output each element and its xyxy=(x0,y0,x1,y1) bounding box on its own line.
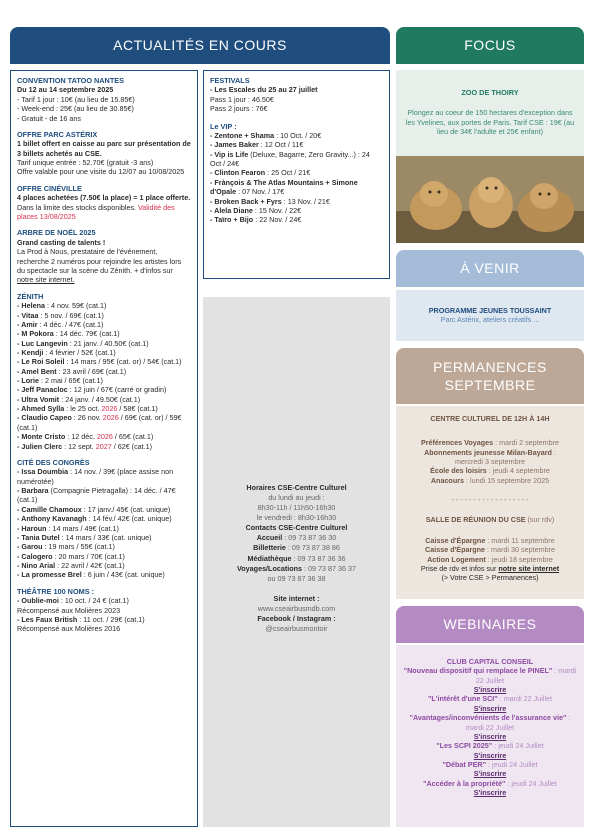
site-title: Site internet : xyxy=(273,593,320,603)
webinar-item: "Nouveau dispositif qui remplace le PINEL" : mardi 22 Juillet xyxy=(403,666,577,685)
contact-billetterie: Billetterie : 09 73 87 38 86 xyxy=(253,543,340,553)
focus-text: Plongez au coeur de 150 hectares d'exception dans les Yvelines, aux portes de Paris. Tarif CSE : 19€ (au lieu de 34€ l'adulte et 25€ enfant) xyxy=(405,108,575,137)
theatre-item: - Les Faux British : 11 oct. / 29€ (cat.1) xyxy=(17,614,145,624)
venir-text: Parc Astérix, ateliers créatifs ... xyxy=(440,315,540,325)
zenith-item: - Helena : 4 nov. 59€ (cat.1) xyxy=(17,301,107,311)
header-permanences xyxy=(396,348,584,404)
escales-pass: Pass 2 jours : 76€ xyxy=(210,104,268,114)
vip-item: - Taïro + Bijo : 22 Nov. / 24€ xyxy=(210,215,302,225)
festivals-title: FESTIVALS xyxy=(210,76,250,85)
webinaires-panel xyxy=(396,645,584,827)
congres-item: - Anthony Kavanagh : 14 fév./ 42€ (cat. unique) xyxy=(17,514,172,524)
horaires-line: du lundi au jeudi : xyxy=(268,493,325,503)
asterix-line: Offre valable pour une visite du 12/07 au 10/08/2025 xyxy=(17,167,185,177)
theatre-title: THÉÂTRE 100 NOMS : xyxy=(17,586,95,596)
tatoo-title: CONVENTION TATOO NANTES xyxy=(17,76,125,85)
congres-item: - Issa Doumbia : 14 nov. / 39€ (place assise non numérotée) xyxy=(17,467,174,486)
cineville-title: OFFRE CINÉVILLE xyxy=(17,183,82,193)
header-a-venir xyxy=(396,250,584,287)
vip-item: - Vip is Life (Deluxe, Bagarre, Zero Gravity...) : 24 Oct / 24€ xyxy=(210,149,370,169)
congres-title: CITÉ DES CONGRÈS xyxy=(17,457,90,467)
header-permanences-month: SEPTEMBRE xyxy=(444,377,536,393)
zenith-title: ZÉNITH xyxy=(17,291,44,301)
zenith-item: - Le Roi Soleil : 14 mars / 95€ (cat. or) / 54€ (cat.1) xyxy=(17,357,182,367)
tatoo-line: - Week-end : 25€ (au lieu de 30.85€) xyxy=(17,104,134,114)
asterix-offer: 1 billet offert en caisse au parc sur présentation de 3 billets achetés au CSE. xyxy=(17,139,191,158)
header-a-venir-label: À VENIR xyxy=(460,260,520,277)
salle-title: SALLE DE RÉUNION DU CSE (sur rdv) xyxy=(425,514,555,524)
perm-row: Préférences Voyages : mardi 2 septembre xyxy=(420,438,560,448)
perm-row: Abonnements jeunesse Milan-Bayard : xyxy=(424,447,556,457)
lions-illustration xyxy=(396,156,584,243)
webinar-register-link[interactable]: S'inscrire xyxy=(473,769,507,779)
contacts-panel xyxy=(203,297,390,827)
perm-row: École des loisirs : jeudi 4 septembre xyxy=(430,466,550,476)
congres-item: - Haroun : 14 mars / 49€ (cat.1) xyxy=(17,523,119,533)
webinar-register-link[interactable]: S'inscrire xyxy=(473,685,507,695)
header-webinaires-label: WEBINAIRES xyxy=(443,616,537,633)
webinar-register-link[interactable]: S'inscrire xyxy=(473,788,507,798)
vip-item: - Frànçois & The Atlas Mountains + Simone d'Opale : 07 Nov. / 17€ xyxy=(210,177,358,197)
header-actualites-label: ACTUALITÉS EN COURS xyxy=(113,37,287,54)
zenith-item: - Lorie : 2 mai / 65€ (cat.1) xyxy=(17,376,103,386)
permanences-panel xyxy=(396,406,584,599)
cineville-text: 4 places achetées (7.50€ la place) = 1 place offerte. Dans la limite des stocks disponibles. Validité des places 13/08/2025 xyxy=(17,193,191,222)
congres-item: - La promesse Brel : 6 juin / 43€ (cat. unique) xyxy=(17,570,165,580)
webinar-register-link[interactable]: S'inscrire xyxy=(473,731,507,741)
vip-title: Le VIP : xyxy=(210,121,237,131)
zenith-item: - Julien Clerc : 12 sept. 2027 / 62€ (cat.1) xyxy=(17,441,153,451)
zenith-item: - Ultra Vomit : 24 janv. / 49.50€ (cat.1) xyxy=(17,394,141,404)
header-actualites xyxy=(10,27,390,64)
lions-photo xyxy=(396,156,584,243)
zenith-item: - Jeff Panacloc : 12 juin / 67€ (carré or gradin) xyxy=(17,385,167,395)
noel-text: La Prod à Nous, prestataire de l'événement, recherche 2 numéros pour rejoindre les artistes lors du spectacle sur la scène du Zénith. + d'infos sur notre site internet. xyxy=(17,247,182,285)
congres-item: - Calogero : 20 mars / 70€ (cat.1) xyxy=(17,551,125,561)
vip-list xyxy=(210,131,383,225)
zenith-item: - Amir : 4 déc. / 47€ (cat.1) xyxy=(17,319,104,329)
horaires-line: le vendredi : 8h30-16h30 xyxy=(256,513,337,523)
contact-voyages: Voyages/Locations : 09 73 87 36 37 xyxy=(237,563,356,573)
zenith-item: - Monte Cristo : 12 déc. 2026 / 65€ (cat.1) xyxy=(17,432,154,442)
congres-item: - Barbara (Compagnie Pietragalla) : 14 déc. / 47€ (cat.1) xyxy=(17,486,176,505)
rdv-site-link[interactable]: notre site internet xyxy=(498,563,560,573)
header-permanences-label: PERMANENCES xyxy=(433,358,547,375)
noel-site-link[interactable]: notre site internet. xyxy=(17,275,75,285)
separator: - - - - - - - - - - - - - - - - - - xyxy=(451,495,529,505)
zenith-item: - Claudio Capeo : 26 nov. 2026 / 69€ (cat. or) / 59€ (cat.1) xyxy=(17,413,182,432)
salle-row: Caisse d'Épargne : mardi 11 septembre xyxy=(425,535,555,545)
header-focus xyxy=(396,27,584,64)
contact-voyages-alt: ou 09 73 87 36 38 xyxy=(267,573,326,583)
perm-row-date: mercredi 3 septembre xyxy=(455,457,525,467)
asterix-title: OFFRE PARC ASTÉRIX xyxy=(17,129,98,139)
perm-row: Anacours : lundi 15 septembre 2025 xyxy=(430,475,550,485)
noel-headline: Grand casting de talents ! xyxy=(17,237,106,247)
contact-mediatheque: Médiathèque : 09 73 87 36 36 xyxy=(247,553,346,563)
zenith-item: - M Pokora : 14 déc. 79€ (cat.1) xyxy=(17,329,120,339)
tatoo-line: - Tarif 1 jour : 10€ (au lieu de 15.85€) xyxy=(17,94,135,104)
a-venir-panel xyxy=(396,290,584,341)
social-handle[interactable]: @cseairbusmontoir xyxy=(265,624,328,634)
vip-item: - Clinton Fearon : 25 Oct / 21€ xyxy=(210,168,311,178)
webinar-item: "Les SCPI 2025" : jeudi 24 Juillet xyxy=(436,741,544,751)
site-link[interactable]: www.cseairbusmdb.com xyxy=(257,603,336,613)
webinar-register-link[interactable]: S'inscrire xyxy=(473,703,507,713)
asterix-line: Tarif unique entrée : 52.70€ (gratuit -3 ans) xyxy=(17,158,154,168)
venir-title: PROGRAMME JEUNES TOUSSAINT xyxy=(428,306,552,315)
zenith-item: - Amel Bent : 23 avril / 69€ (cat.1) xyxy=(17,366,127,376)
focus-title: ZOO DE THOIRY xyxy=(461,88,519,97)
club-title: CLUB CAPITAL CONSEIL xyxy=(446,657,534,666)
rdv-text: Prise de rdv et infos sur notre site internet xyxy=(420,563,560,573)
tatoo-dates: Du 12 au 14 septembre 2025 xyxy=(17,85,114,95)
zenith-item: - Kendji : 4 février / 52€ (cat.1) xyxy=(17,347,116,357)
zenith-item: - Luc Langevin : 21 janv. / 40.50€ (cat.1) xyxy=(17,338,149,348)
congres-item: - Garou : 19 mars / 55€ (cat.1) xyxy=(17,542,115,552)
webinar-item: "Accéder à la propriété" : jeudi 24 Juillet xyxy=(423,778,557,788)
congres-list xyxy=(17,467,191,579)
escales-pass: Pass 1 jour : 46.50€ xyxy=(210,94,274,104)
escales-title: - Les Escales du 25 au 27 juillet xyxy=(210,85,318,95)
horaires-line: 8h30-11h / 11h50-16h30 xyxy=(257,503,336,513)
vip-item: - Alela Diane : 15 Nov. / 22€ xyxy=(210,205,302,215)
focus-panel xyxy=(396,70,584,243)
zenith-item: - Vitaa : 5 nov. / 69€ (cat.1) xyxy=(17,310,104,320)
tatoo-line: - Gratuit - de 16 ans xyxy=(17,113,81,123)
vip-item: - Broken Back + Fyrs : 13 Nov. / 21€ xyxy=(210,196,330,206)
congres-item: - Nino Arial : 22 avril / 42€ (cat.1) xyxy=(17,561,125,570)
header-focus-label: FOCUS xyxy=(464,37,516,54)
news-left-column xyxy=(10,70,198,827)
zenith-item: - Ahmed Sylla : le 25 oct. 2026 / 58€ (cat.1) xyxy=(17,404,158,414)
festivals-box xyxy=(203,70,390,279)
theatre-award: Récompensé aux Molières 2023 xyxy=(17,605,121,615)
vip-item: - Zentone + Shama : 10 Oct. / 20€ xyxy=(210,131,322,141)
vip-item: - James Baker : 12 Oct / 11€ xyxy=(210,140,304,150)
centre-culturel-title: CENTRE CULTUREL DE 12H À 14H xyxy=(430,414,550,423)
contacts-title: Contacts CSE-Centre Culturel xyxy=(245,523,348,533)
webinar-item: "Débat PER" : jeudi 24 Juillet xyxy=(442,759,538,769)
webinar-register-link[interactable]: S'inscrire xyxy=(473,750,507,760)
theatre-award: Récompensé aux Molières 2016 xyxy=(17,624,121,634)
webinar-item: "Avantages/inconvénients de l'assurance vie" : mardi 22 Juillet xyxy=(409,713,571,732)
header-webinaires xyxy=(396,606,584,643)
salle-row: Action Logement : jeudi 18 septembre xyxy=(427,554,553,564)
congres-item: - Camille Chamoux : 17 janv./ 45€ (cat. unique) xyxy=(17,504,171,514)
zenith-list xyxy=(17,301,191,404)
social-title: Facebook / Instagram : xyxy=(257,613,336,623)
theatre-item: - Oublie-moi : 10 oct. / 24 € (cat.1) xyxy=(17,596,129,606)
webinar-item: "L'intérêt d'une SCI" : mardi 22 Juillet xyxy=(427,694,553,704)
noel-title: ARBRE DE NOËL 2025 xyxy=(17,228,96,238)
congres-item: - Tania Dutel : 14 mars / 33€ (cat. unique) xyxy=(17,532,152,542)
salle-row: Caisse d'Épargne : mardi 30 septembre xyxy=(425,545,555,555)
horaires-title: Horaires CSE-Centre Culturel xyxy=(246,483,347,492)
rdv-path: (> Votre CSE > Permanences) xyxy=(441,573,539,583)
contact-accueil: Accueil : 09 73 87 36 30 xyxy=(256,533,337,543)
